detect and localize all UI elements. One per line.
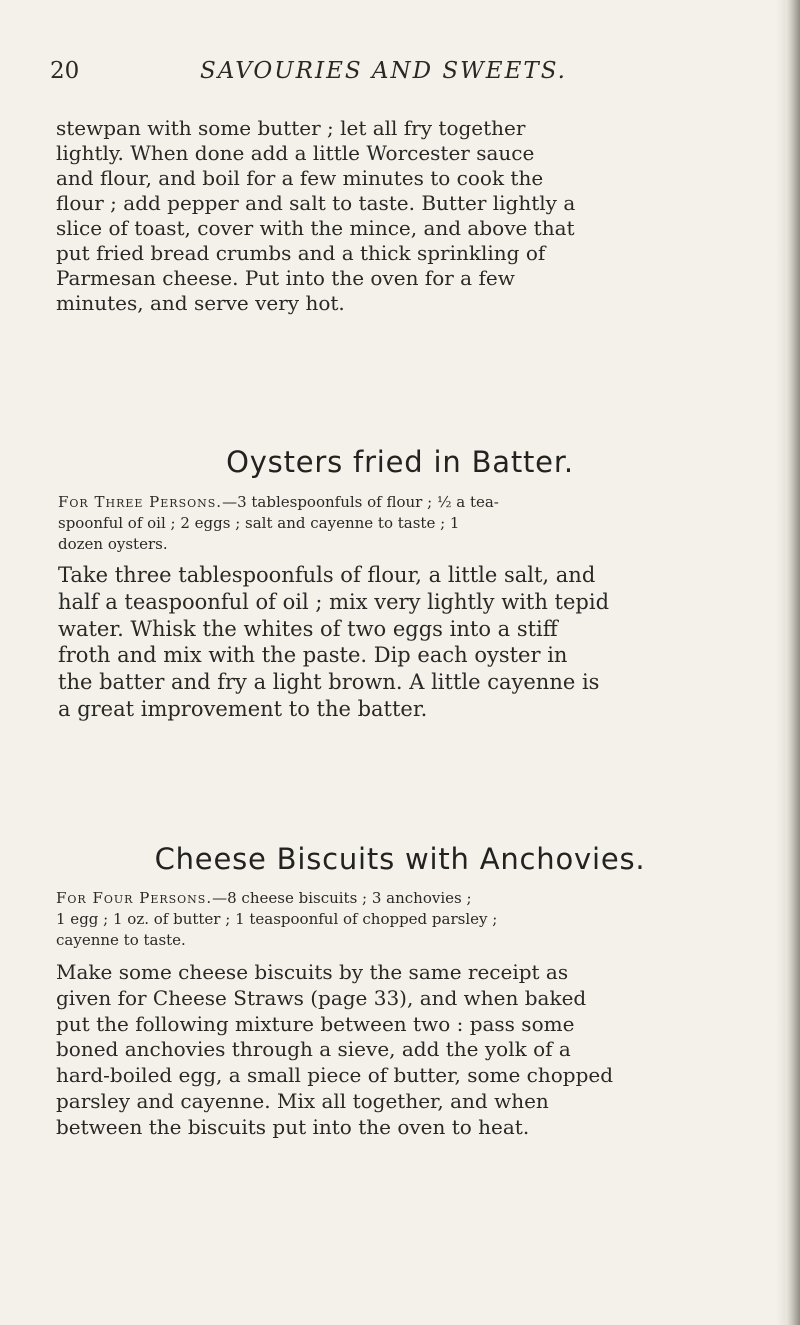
ingredients-list	[56, 888, 746, 951]
text-line: parsley and cayenne. Mix all together, and when	[56, 1088, 549, 1113]
text-line: and flour, and boil for a few minutes to cook the	[56, 166, 544, 190]
ingredients-text: —8 cheese biscuits ; 3 anchovies ;	[212, 889, 472, 907]
text-line: Parmesan cheese. Put into the oven for a few	[56, 266, 515, 290]
text-line: put fried bread crumbs and a thick sprinkling of	[56, 241, 546, 265]
text-line: the batter and fry a light brown. A little cayenne is	[58, 670, 600, 695]
text-line: a great improvement to the batter.	[58, 696, 428, 721]
text-line: minutes, and serve very hot.	[56, 291, 345, 315]
text-line: stewpan with some butter ; let all fry together	[56, 116, 526, 140]
text-line: Take three tablespoonfuls of flour, a little salt, and	[58, 563, 596, 587]
ingredients-line: spoonful of oil ; 2 eggs ; salt and cayenne to taste ; 1	[58, 514, 460, 532]
ingredients-line	[56, 888, 746, 909]
page-gutter-shadow	[776, 0, 786, 1325]
page-edge	[786, 0, 800, 1325]
page-number: 20	[50, 58, 80, 84]
text-line: flour ; add pepper and salt to taste. Butter lightly a	[56, 191, 576, 215]
ingredients-text: —3 tablespoonfuls of flour ; ½ a tea-	[222, 493, 499, 511]
method-paragraph	[58, 562, 748, 723]
text-line: water. Whisk the whites of two eggs into a stiff	[58, 616, 558, 641]
ingredients-lead: For Four Persons.	[56, 889, 213, 907]
running-head	[50, 58, 740, 88]
ingredients-line	[58, 492, 748, 513]
text-line: boned anchovies through a sieve, add the yolk of a	[56, 1037, 571, 1062]
text-line: between the biscuits put into the oven to heat.	[56, 1114, 530, 1139]
text-line: put the following mixture between two : pass some	[56, 1011, 575, 1036]
text-line: froth and mix with the paste. Dip each oyster in	[58, 643, 568, 668]
continued-paragraph	[56, 116, 746, 316]
recipe-title: Cheese Biscuits with Anchovies.	[154, 842, 646, 876]
ingredients-line: cayenne to taste.	[56, 931, 186, 949]
method-paragraph	[56, 960, 746, 1141]
text-line: Make some cheese biscuits by the same receipt as	[56, 960, 569, 984]
text-line: half a teaspoonful of oil ; mix very lightly with tepid	[58, 589, 610, 614]
ingredients-lead: For Three Persons.	[58, 493, 223, 511]
ingredients-line: 1 egg ; 1 oz. of butter ; 1 teaspoonful of chopped parsley ;	[56, 910, 498, 928]
text-line: given for Cheese Straws (page 33), and when baked	[56, 985, 587, 1010]
text-line: hard-boiled egg, a small piece of butter, some chopped	[56, 1063, 614, 1088]
text-line: slice of toast, cover with the mince, and above that	[56, 216, 575, 240]
ingredients-list	[58, 492, 748, 555]
ingredients-line: dozen oysters.	[58, 535, 168, 553]
text-line: lightly. When done add a little Worcester sauce	[56, 141, 535, 165]
running-title: SAVOURIES AND SWEETS.	[200, 58, 567, 84]
recipe-title: Oysters fried in Batter.	[226, 445, 574, 479]
